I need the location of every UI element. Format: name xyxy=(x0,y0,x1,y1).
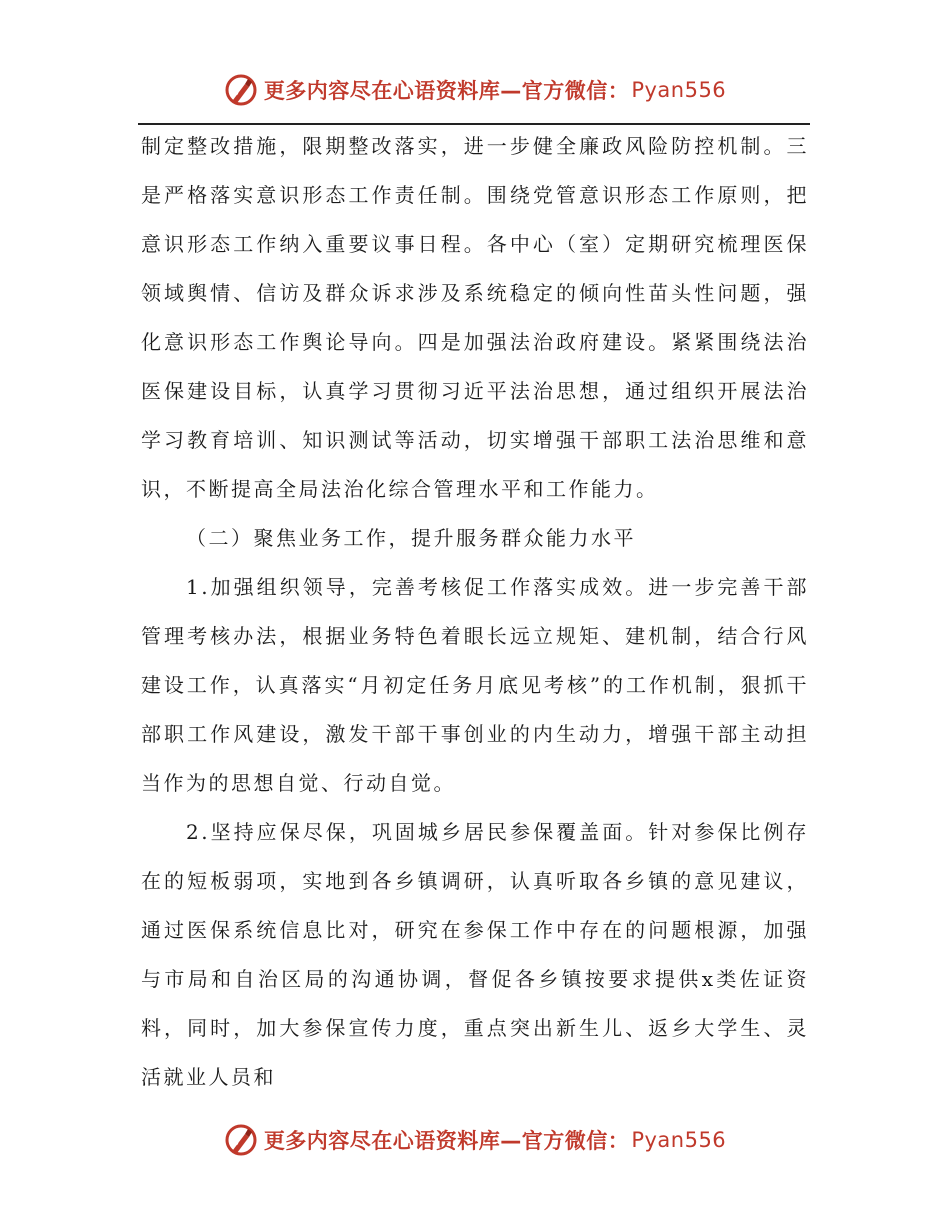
document-body xyxy=(141,122,809,1102)
pen-logo-icon xyxy=(224,1123,258,1157)
banner-wechat-id: Pyan556 xyxy=(631,78,727,102)
body-paragraph: 制定整改措施，限期整改落实，进一步健全廉政风险防控机制。三是严格落实意识形态工作责任制。围绕党管意识形态工作原则，把意识形态工作纳入重要议事日程。各中心（室）定期研究梳理医保领域舆情、信访及群众诉求涉及系统稳定的倾向性苗头性问题，强化意识形态工作舆论导向。四是加强法治政府建设。紧紧围绕法治医保建设目标，认真学习贯彻习近平法治思想，通过组织开展法治学习教育培训、知识测试等活动，切实增强干部职工法治思维和意识，不断提高全局法治化综合管理水平和工作能力。 xyxy=(141,134,809,501)
footer-banner xyxy=(0,1120,950,1160)
body-paragraph: 2.坚持应保尽保，巩固城乡居民参保覆盖面。针对参保比例存在的短板弱项，实地到各乡镇调研，认真听取各乡镇的意见建议，通过医保系统信息比对，研究在参保工作中存在的问题根源，加强与市局和自治区局的沟通协调，督促各乡镇按要求提供x类佐证资料，同时，加大参保宣传力度，重点突出新生儿、返乡大学生、灵活就业人员和 xyxy=(141,820,809,1089)
pen-logo-icon xyxy=(224,73,258,107)
header-banner xyxy=(0,70,950,110)
banner-wechat-id: Pyan556 xyxy=(631,1128,727,1152)
banner-text: 更多内容尽在心语资料库—官方微信： xyxy=(263,79,630,103)
banner-text: 更多内容尽在心语资料库—官方微信： xyxy=(263,1129,630,1153)
section-heading: （二）聚焦业务工作，提升服务群众能力水平 xyxy=(186,526,636,550)
body-paragraph: 1.加强组织领导，完善考核促工作落实成效。进一步完善干部管理考核办法，根据业务特色着眼长远立规矩、建机制，结合行风建设工作，认真落实“月初定任务月底见考核”的工作机制，狠抓干部职工作风建设，激发干部干事创业的内生动力，增强干部主动担当作为的思想自觉、行动自觉。 xyxy=(141,575,809,795)
